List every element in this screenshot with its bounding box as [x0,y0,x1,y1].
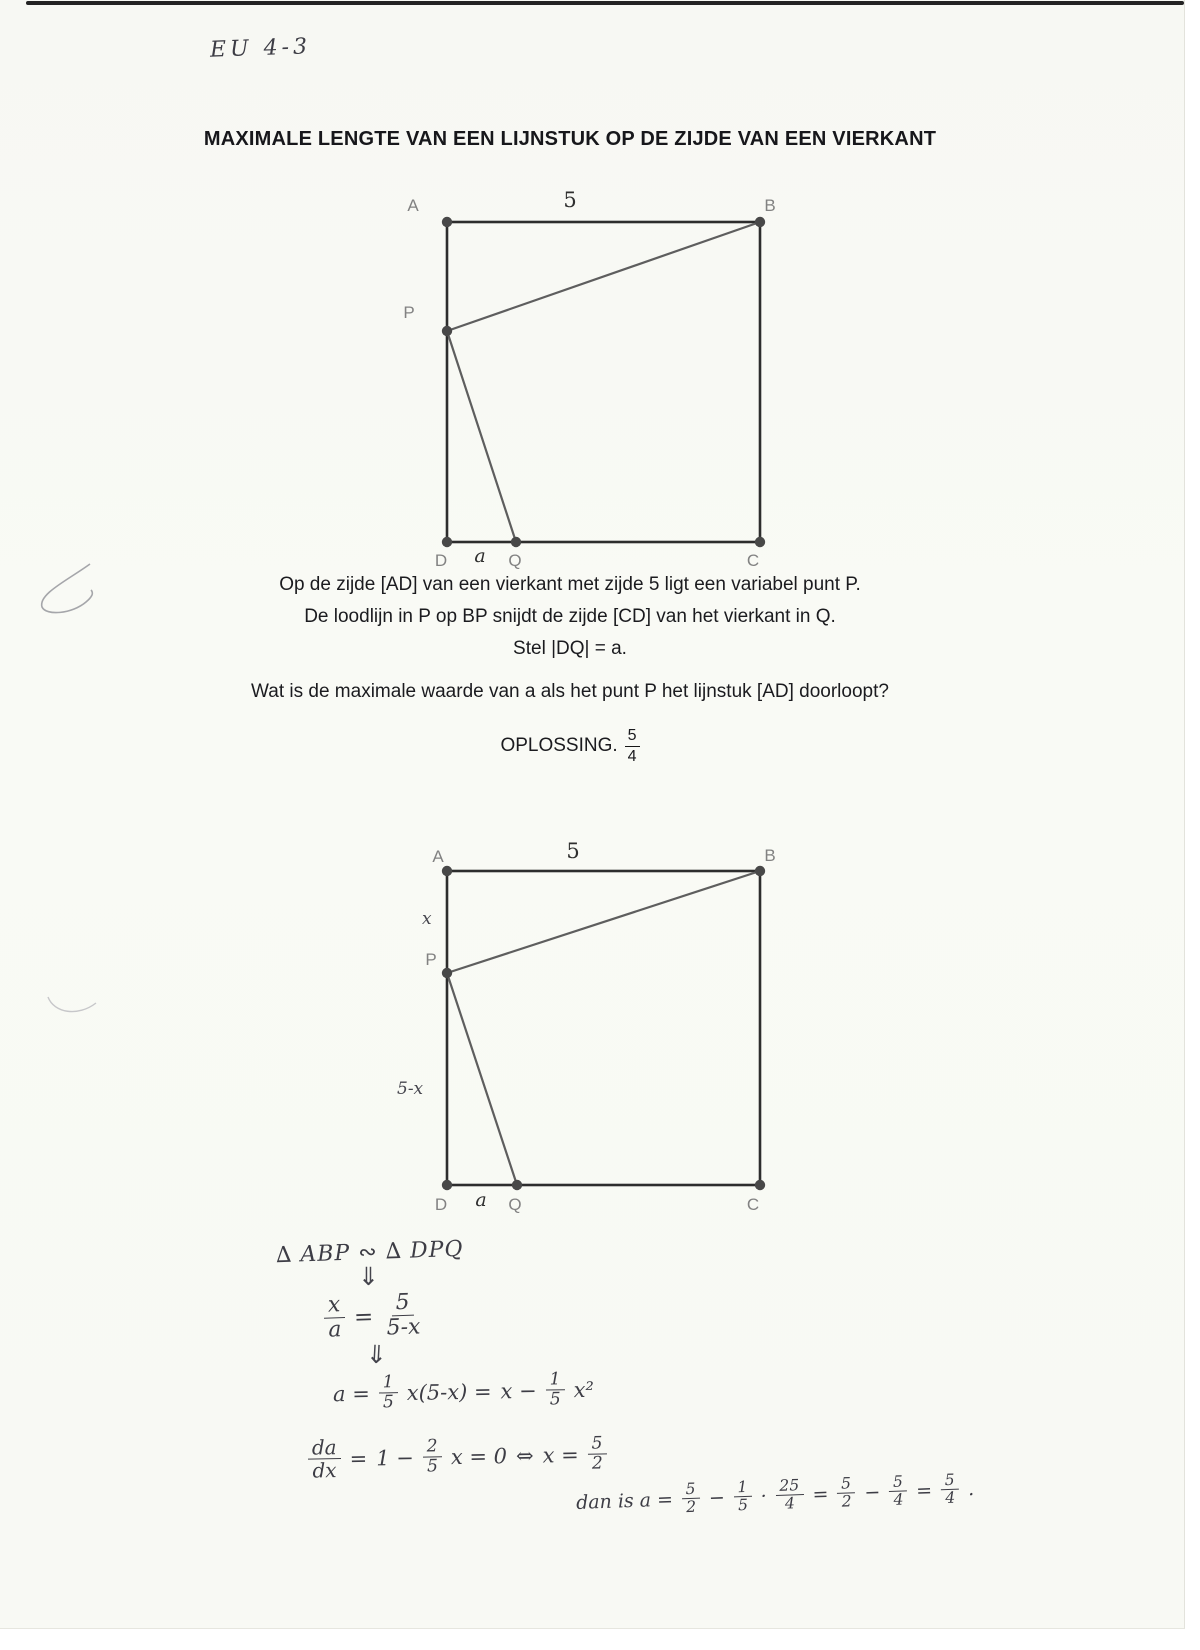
a-equation-tail-2: x² [573,1377,595,1402]
vertex-a-dot [442,866,452,876]
a-equation-lead: a = [332,1381,371,1407]
label-c: C [746,1195,760,1214]
segment-pq [447,331,516,542]
vertex-c-dot [755,537,765,547]
iff-arrow: ⇔ [515,1443,534,1468]
final-lead: dan is a = [575,1488,674,1514]
label-q: Q [508,551,522,570]
vertex-d-dot [442,537,452,547]
derivative-mid-2: x = 0 [450,1443,508,1469]
derivative-fraction: $\frac{da}{dx}$ [308,1436,341,1482]
label-dq-length: a [475,1189,487,1211]
ratio-left-denominator: a [328,1317,342,1344]
point-p-dot [442,326,452,336]
label-p: P [425,950,437,969]
ratio-right-denominator: 5-x [386,1314,421,1342]
work-final-equation: dan is a = $\frac{5}{2}$ − $\frac{1}{5}$ · $\frac{25}{4}$ = $\frac{5}{2}$ − $\frac{5}{4}$ = $\frac{5}{4}$ . [575,1470,975,1517]
solution-label: OPLOSSING. [500,735,618,756]
work-implies-arrow-1: ⇓ [358,1263,379,1291]
point-q-dot [512,1180,522,1190]
work-derivative-equation [308,1431,607,1482]
derivative-mid-1: 1 − [376,1445,415,1471]
problem-line-2: De loodlijn in P op BP snijdt de zijde [CD] van het vierkant in Q. [304,606,836,627]
ratio-right-numerator: 5 [391,1291,414,1317]
work-ratio-equation [323,1290,425,1343]
label-pd-length: 5-x [397,1079,424,1099]
a-equation-fraction-2: $\frac{1}{5}$ [545,1370,565,1410]
ratio-left-fraction [323,1293,346,1344]
work-a-equation [333,1370,595,1414]
problem-line-3: Stel |DQ| = a. [513,638,627,659]
segment-pq [447,973,517,1185]
solution-row [0,716,1140,776]
label-c: C [746,551,760,570]
segment-pb [447,871,760,973]
work-implies-arrow-2: ⇓ [365,1340,388,1370]
pen-mark-top [28,552,108,627]
page-title: MAXIMALE LENGTE VAN EEN LIJNSTUK OP DE ZIJDE VAN EEN VIERKANT [203,128,937,150]
pen-mark-bottom [42,975,112,1025]
label-q: Q [508,1195,522,1214]
solution-fraction [625,726,640,767]
point-q-dot [511,537,521,547]
derivative-equals: = [349,1446,368,1471]
vertex-b-dot [755,217,765,227]
vertex-c-dot [755,1180,765,1190]
derivative-coefficient-fraction: $\frac{2}{5}$ [423,1437,443,1477]
critical-x-fraction: $\frac{5}{2}$ [587,1434,607,1474]
square-outline [447,871,760,1185]
derivative-mid-3: x = [542,1442,579,1468]
solution-fraction-numerator: 5 [625,726,640,747]
label-side-length: 5 [563,188,577,212]
label-b: B [764,846,776,865]
a-equation-fraction-1: $\frac{1}{5}$ [378,1373,398,1413]
label-d: D [434,1195,448,1214]
segment-pb [447,222,760,331]
scan-edge-top [26,1,1184,5]
label-a: A [432,847,444,866]
handwritten-note: EU 4-3 [209,34,312,63]
solution-fraction-denominator: 4 [627,747,637,765]
point-p-dot [442,968,452,978]
problem-line-1: Op de zijde [AD] van een vierkant met zijde 5 ligt een variabel punt P. [279,574,861,595]
ratio-left-numerator: x [324,1293,345,1319]
ratio-equals: = [353,1303,374,1331]
ratio-right-fraction [381,1290,424,1341]
work-similarity-statement: ∆ ABP ∾ ∆ DPQ [275,1236,464,1269]
vertex-d-dot [442,1180,452,1190]
a-equation-tail-1: x − [500,1378,537,1404]
problem-question: Wat is de maximale waarde van a als het punt P het lijnstuk [AD] doorloopt? [251,681,889,702]
label-b: B [764,196,776,215]
label-side-length: 5 [566,839,580,863]
diagram-top [380,180,800,580]
diagram-bottom [380,800,800,1225]
label-a: A [407,196,419,215]
vertex-b-dot [755,866,765,876]
a-equation-mid: x(5-x) = [406,1379,492,1405]
label-d: D [434,551,448,570]
square-outline [447,222,760,542]
vertex-a-dot [442,217,452,227]
label-p: P [403,303,415,322]
label-dq-length: a [474,545,486,567]
label-ap-length: x [422,909,432,929]
